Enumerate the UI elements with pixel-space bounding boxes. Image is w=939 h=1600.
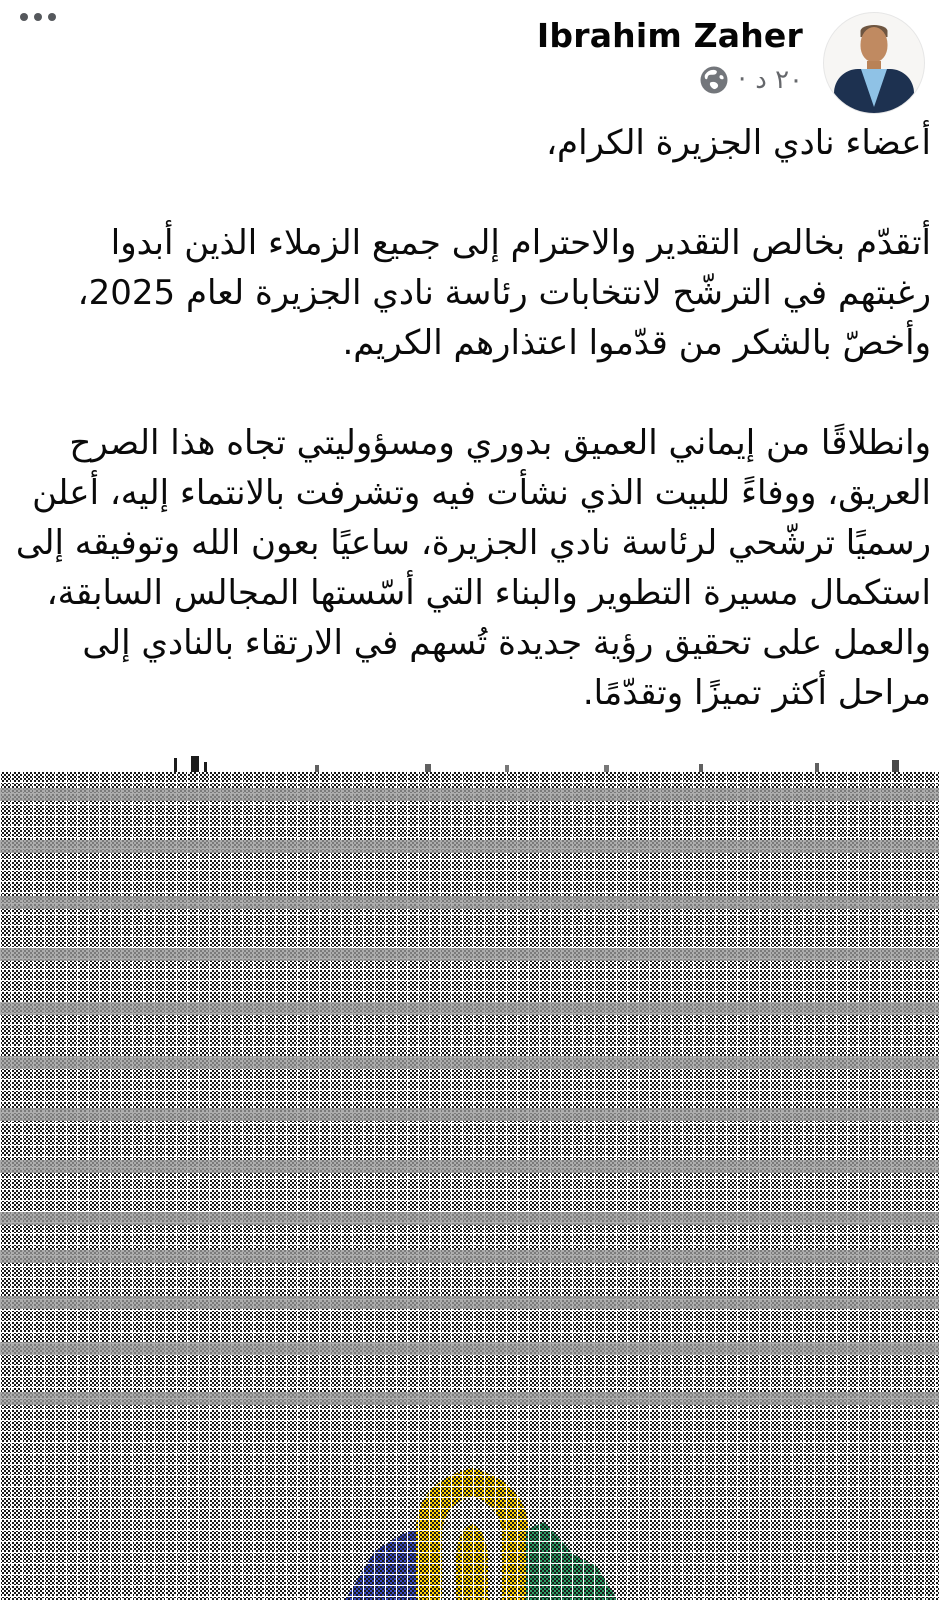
- post-text-line: أتقدّم بخالص التقدير والاحترام إلى جميع الزملاء الذين أبدوا: [110, 223, 931, 263]
- ghost-text-band: [0, 840, 939, 853]
- timestamp[interactable]: ٢٠ د: [755, 65, 803, 95]
- post-header: [0, 0, 939, 114]
- ghost-text-band: [0, 1002, 939, 1015]
- header-text: [537, 12, 803, 95]
- post-text-line: والعمل على تحقيق رؤية جديدة تُسهم في الارتقاء بالنادي إلى: [82, 623, 931, 663]
- post-text-line: أعضاء نادي الجزيرة الكرام،: [546, 123, 931, 163]
- ghost-text-band: [0, 948, 939, 961]
- ghost-text-band: [0, 1160, 939, 1173]
- globe-icon: [699, 65, 729, 95]
- post-text-line: وأخصّ بالشكر من قدّموا اعتذارهم الكريم.: [342, 323, 931, 363]
- post-text-line: العريق، ووفاءً للبيت الذي نشأت فيه وتشرفت بالانتماء إليه، أعلن: [32, 473, 931, 513]
- avatar[interactable]: [823, 12, 925, 114]
- meta-separator: ·: [737, 65, 747, 95]
- post-text-line: استكمال مسيرة التطوير والبناء التي أسّستها المجالس السابقة،: [46, 573, 931, 613]
- post-text-line: مراحل أكثر تميزًا وتقدّمًا.: [582, 673, 931, 713]
- post-text-line: رغبتهم في الترشّح لانتخابات رئاسة نادي الجزيرة لعام 2025،: [77, 273, 931, 313]
- post-text-line: [8, 368, 931, 418]
- post-meta: [537, 65, 803, 95]
- ghost-text-band: [0, 1056, 939, 1069]
- post-text-line: [8, 168, 931, 218]
- ghost-text-band: [0, 1296, 939, 1309]
- ghost-text-band: [0, 1250, 939, 1263]
- author-name[interactable]: Ibrahim Zaher: [536, 16, 803, 55]
- ghost-text-band: [0, 1212, 939, 1225]
- ghost-text-band: [0, 896, 939, 909]
- post-text-line: رسميًا ترشّحي لرئاسة نادي الجزيرة، ساعيًا بعون الله وتوفيقه إلى: [15, 523, 931, 563]
- post-text-line: وانطلاقًا من إيماني العميق بدوري ومسؤوليتي تجاه هذا الصرح: [69, 423, 931, 463]
- ghost-text-band: [0, 1108, 939, 1121]
- ghost-text-band: [0, 1392, 939, 1405]
- post-body: [0, 118, 939, 718]
- ghost-text-band: [0, 1342, 939, 1355]
- avatar-face: [861, 27, 888, 62]
- glitch-region: [0, 772, 939, 1600]
- ghost-text-band: [0, 788, 939, 801]
